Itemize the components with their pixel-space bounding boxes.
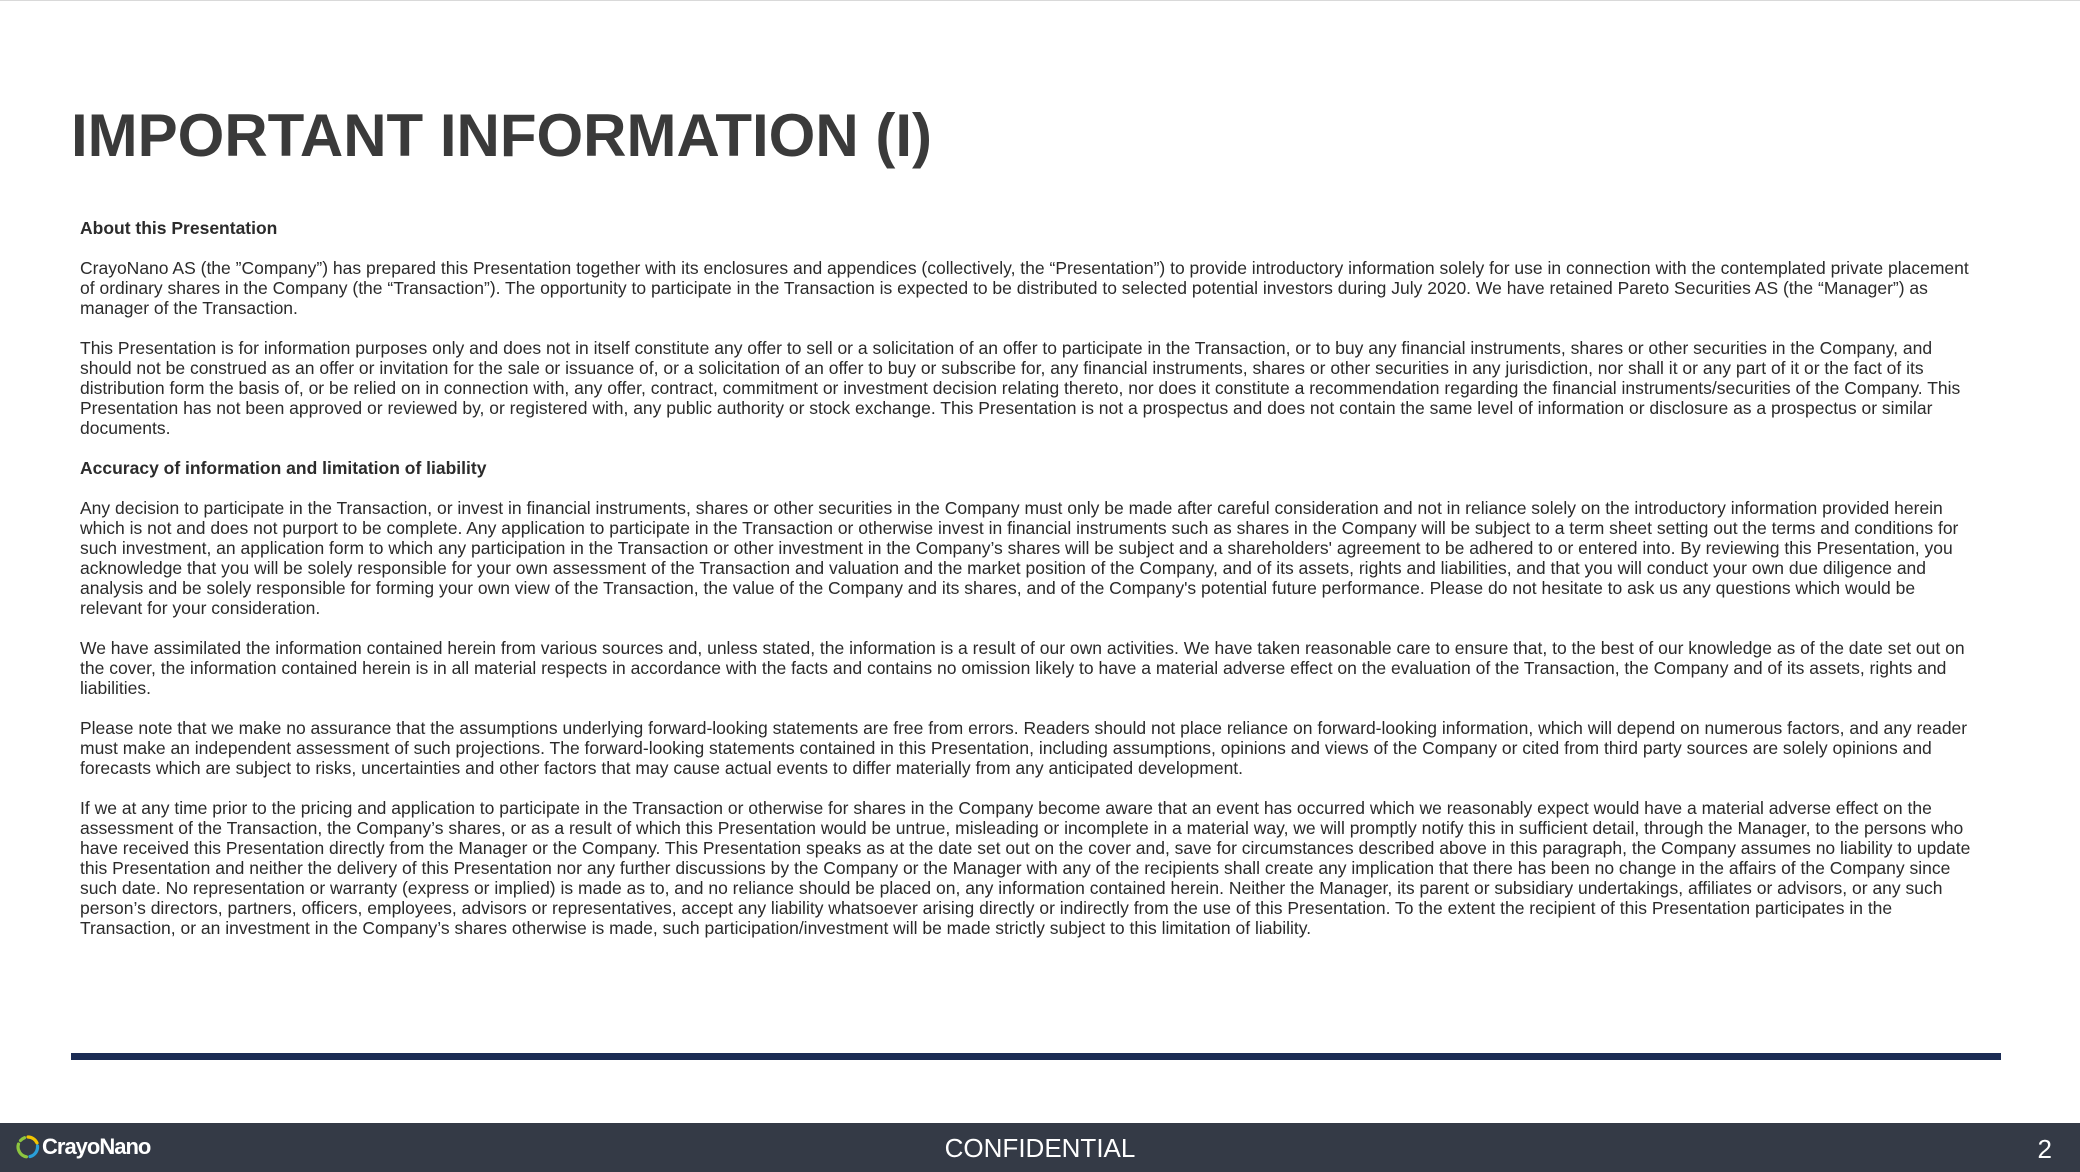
page-number: 2 [2037, 1134, 2052, 1164]
disclaimer-body [80, 218, 1980, 958]
paragraph-liability: If we at any time prior to the pricing and application to participate in the Transaction or otherwise for shares in the Company become aware that an event has occurred which we reasonably expect would have a material adverse effect on the assessment of the Transaction, the Company’s shares, or as a result of which this Presentation would be untrue, misleading or incomplete in a material way, we will promptly notify this in sufficient detail, through the Manager, to the persons who have received this Presentation directly from the Manager or the Company. This Presentation speaks as at the date set out on the cover and, save for circumstances described above in this paragraph, the Company assumes no liability to update this Presentation and neither the delivery of this Presentation nor any further discussions by the Company or the Manager with any of the recipients shall create any implication that there has been no change in the affairs of the Company since such date. No representation or warranty (express or implied) is made as to, and no reliance should be placed on, any information contained herein. Neither the Manager, its parent or subsidiary undertakings, affiliates or advisors, or any such person’s directors, partners, officers, employees, advisors or representatives, accept any liability whatsoever arising directly or indirectly from the use of this Presentation. To the extent the recipient of this Presentation participates in the Transaction, or an investment in the Company’s shares otherwise is made, such participation/investment will be made strictly subject to this limitation of liability. [80, 798, 1971, 938]
paragraph-sources: We have assimilated the information contained herein from various sources and, unless stated, the information is a result of our own activities. We have taken reasonable care to ensure that, to the best of our knowledge as of the date set out on the cover, the information contained herein is in all material respects in accordance with the facts and contains no omission likely to have a material adverse effect on the evaluation of the Transaction, the Company and of its assets, rights and liabilities. [80, 638, 1965, 698]
section-heading-about: About this Presentation [80, 218, 278, 238]
logo-wordmark: CrayoNano [42, 1134, 151, 1159]
paragraph-decision: Any decision to participate in the Transaction, or invest in financial instruments, shares or other securities in the Company must only be made after careful consideration and not in reliance solely on the introductory information provided herein which is not and does not purport to be complete. Any application to participate in the Transaction or otherwise invest in financial instruments such as shares in the Company will be subject to a term sheet setting out the terms and conditions for such investment, an application form to which any participation in the Transaction or other investment in the Company’s shares will be subject and a shareholders' agreement to be adhered to or entered into. By reviewing this Presentation, you acknowledge that you will be solely responsible for your own assessment of the Transaction and valuation and the market position of the Company, and of its assets, rights and liabilities, and that you will conduct your own due diligence and analysis and be solely responsible for forming your own view of the Transaction, the value of the Company and its shares, and of the Company's potential future performance. Please do not hesitate to ask us any questions which would be relevant for your consideration. [80, 498, 1959, 618]
paragraph-intro: CrayoNano AS (the ”Company”) has prepared this Presentation together with its enclosures and appendices (collectively, the “Presentation”) to provide introductory information solely for use in connection with the contemplated private placement of ordinary shares in the Company (the “Transaction”). The opportunity to participate in the Transaction is expected to be distributed to selected potential investors during July 2020. We have retained Pareto Securities AS (the “Manager”) as manager of the Transaction. [80, 258, 1969, 318]
footer-divider [71, 1053, 2001, 1060]
paragraph-forward-looking: Please note that we make no assurance that the assumptions underlying forward-looking statements are free from errors. Readers should not place reliance on forward-looking information, which will depend on numerous factors, and any reader must make an independent assessment of such projections. The forward-looking statements contained in this Presentation, including assumptions, opinions and views of the Company or cited from third party sources are solely opinions and forecasts which are subject to risks, uncertainties and other factors that may cause actual events to differ materially from any anticipated development. [80, 718, 1968, 778]
page-title: IMPORTANT INFORMATION (I) [71, 102, 932, 169]
top-rule [0, 0, 2080, 1]
section-heading-accuracy: Accuracy of information and limitation of liability [80, 458, 487, 478]
confidential-label: CONFIDENTIAL [944, 1133, 1136, 1163]
footer-bar [0, 1123, 2080, 1172]
paragraph-purpose: This Presentation is for information purposes only and does not in itself constitute any offer to sell or a solicitation of an offer to participate in the Transaction, or to buy any financial instruments, shares or other securities in the Company, and should not be construed as an offer or invitation for the sale or issuance of, or a solicitation of an offer to buy or subscribe for, any financial instruments, shares or other securities in any jurisdiction, nor shall it or any part of it or the fact of its distribution form the basis of, or be relied on in connection with, any offer, contract, commitment or investment decision relating thereto, nor does it constitute a recommendation regarding the financial instruments/securities of the Company. This Presentation has not been approved or reviewed by, or registered with, any public authority or stock exchange. This Presentation is not a prospectus and does not contain the same level of information or disclosure as a prospectus or similar documents. [80, 338, 1961, 438]
